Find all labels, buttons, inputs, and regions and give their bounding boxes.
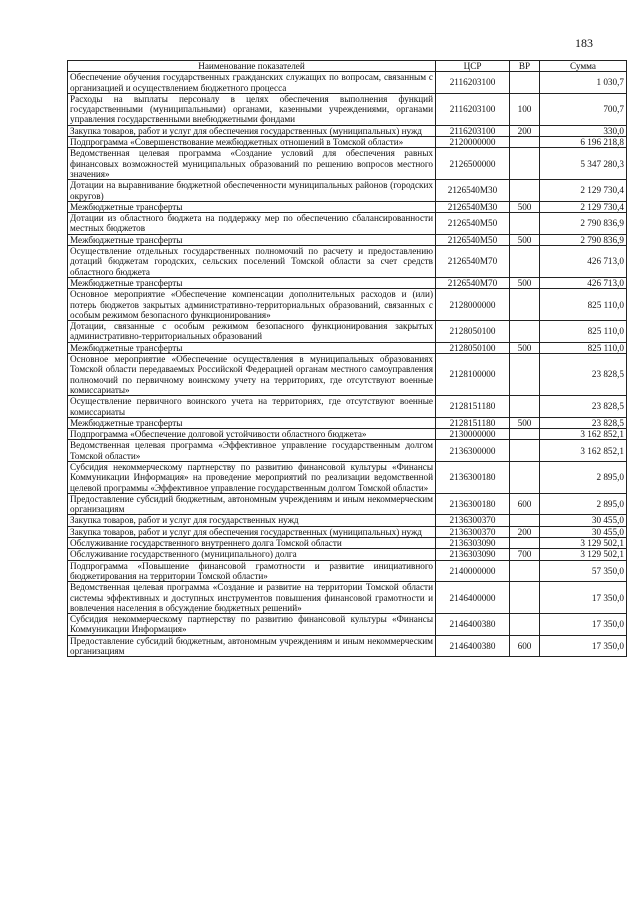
- cell-sum: 17 350,0: [540, 582, 627, 614]
- header-name: Наименование показателей: [68, 61, 436, 72]
- cell-csr: 2136300000: [436, 440, 510, 462]
- cell-csr: 2126500000: [436, 148, 510, 180]
- cell-csr: 2146400000: [436, 582, 510, 614]
- cell-csr: 2126540М70: [436, 246, 510, 278]
- cell-sum: 426 713,0: [540, 246, 627, 278]
- cell-vr: 500: [510, 277, 540, 288]
- cell-sum: 825 110,0: [540, 321, 627, 343]
- header-sum: Сумма: [540, 61, 627, 72]
- cell-vr: 500: [510, 201, 540, 212]
- table-row: [68, 582, 627, 614]
- cell-csr: 2128050100: [436, 342, 510, 353]
- cell-vr: [510, 213, 540, 235]
- cell-vr: [510, 72, 540, 94]
- cell-sum: 2 790 836,9: [540, 213, 627, 235]
- table-row: [68, 201, 627, 212]
- cell-csr: 2136303090: [436, 538, 510, 549]
- cell-csr: 2136303090: [436, 549, 510, 560]
- table-row: [68, 148, 627, 180]
- cell-sum: 5 347 280,3: [540, 148, 627, 180]
- cell-csr: 2126540М30: [436, 201, 510, 212]
- cell-name: Обслуживание государственного внутреннего долга Томской области: [68, 538, 436, 549]
- cell-csr: 2128151180: [436, 417, 510, 428]
- cell-sum: 825 110,0: [540, 342, 627, 353]
- table-header-row: [68, 61, 627, 72]
- cell-csr: 2116203100: [436, 93, 510, 125]
- table-row: [68, 429, 627, 440]
- cell-vr: [510, 396, 540, 418]
- cell-vr: 200: [510, 125, 540, 136]
- table-row: [68, 213, 627, 235]
- cell-name: Ведомственная целевая программа «Эффективное управление государственным долгом Томской области»: [68, 440, 436, 462]
- table-row: [68, 417, 627, 428]
- cell-vr: 100: [510, 93, 540, 125]
- cell-sum: 3 162 852,1: [540, 429, 627, 440]
- cell-vr: [510, 440, 540, 462]
- table-row: [68, 635, 627, 657]
- cell-sum: 30 455,0: [540, 515, 627, 526]
- cell-csr: 2140000000: [436, 560, 510, 582]
- cell-csr: 2136300370: [436, 526, 510, 537]
- table-row: [68, 396, 627, 418]
- table-row: [68, 180, 627, 202]
- cell-vr: [510, 180, 540, 202]
- cell-csr: 2116203100: [436, 72, 510, 94]
- cell-name: Субсидия некоммерческому партнерству по развитию финансовой культуры «Финансы Коммуникации Информация»: [68, 614, 436, 636]
- cell-csr: 2128100000: [436, 354, 510, 396]
- table-row: [68, 289, 627, 321]
- cell-vr: [510, 321, 540, 343]
- table-row: [68, 440, 627, 462]
- table-row: [68, 137, 627, 148]
- cell-name: Закупка товаров, работ и услуг для обеспечения государственных (муниципальных) нужд: [68, 125, 436, 136]
- cell-sum: 23 828,5: [540, 417, 627, 428]
- cell-vr: [510, 289, 540, 321]
- table-row: [68, 125, 627, 136]
- cell-csr: 2146400380: [436, 635, 510, 657]
- cell-csr: 2136300180: [436, 461, 510, 493]
- cell-sum: 330,0: [540, 125, 627, 136]
- cell-csr: 2146400380: [436, 614, 510, 636]
- cell-sum: 1 030,7: [540, 72, 627, 94]
- budget-table: [67, 60, 627, 657]
- cell-csr: 2126540М50: [436, 213, 510, 235]
- cell-sum: 3 129 502,1: [540, 549, 627, 560]
- table-row: [68, 342, 627, 353]
- cell-name: Подпрограмма «Совершенствование межбюджетных отношений в Томской области»: [68, 137, 436, 148]
- cell-name: Межбюджетные трансферты: [68, 342, 436, 353]
- cell-csr: 2130000000: [436, 429, 510, 440]
- cell-csr: 2136300180: [436, 493, 510, 515]
- cell-name: Субсидия некоммерческому партнерству по развитию финансовой культуры «Финансы Коммуникации Информация» на проведение мероприятий по реализации ведомственной целевой программы «Эффективное управление государственным долгом Томской области»: [68, 461, 436, 493]
- cell-sum: 57 350,0: [540, 560, 627, 582]
- table-body: [68, 72, 627, 657]
- cell-name: Дотации на выравнивание бюджетной обеспеченности муниципальных районов (городских округов): [68, 180, 436, 202]
- cell-csr: 2126540М70: [436, 277, 510, 288]
- cell-vr: [510, 354, 540, 396]
- table-row: [68, 526, 627, 537]
- cell-name: Обеспечение обучения государственных гражданских служащих по вопросам, связанным с организацией и осуществлением бюджетного процесса: [68, 72, 436, 94]
- header-csr: ЦСР: [436, 61, 510, 72]
- cell-name: Основное мероприятие «Обеспечение осуществления в муниципальных образованиях Томской области передаваемых Российской Федерацией органам местного самоуправления полномочий по первичному воинскому учету на территориях, где отсутствуют военные комиссариаты»: [68, 354, 436, 396]
- table-row: [68, 493, 627, 515]
- table-row: [68, 246, 627, 278]
- cell-vr: [510, 560, 540, 582]
- cell-name: Закупка товаров, работ и услуг для государственных нужд: [68, 515, 436, 526]
- cell-vr: 500: [510, 342, 540, 353]
- cell-csr: 2128000000: [436, 289, 510, 321]
- cell-sum: 17 350,0: [540, 614, 627, 636]
- cell-sum: 2 895,0: [540, 493, 627, 515]
- cell-csr: 2120000000: [436, 137, 510, 148]
- cell-name: Межбюджетные трансферты: [68, 234, 436, 245]
- cell-name: Межбюджетные трансферты: [68, 417, 436, 428]
- table-row: [68, 515, 627, 526]
- cell-sum: 3 162 852,1: [540, 440, 627, 462]
- cell-sum: 2 895,0: [540, 461, 627, 493]
- cell-name: Межбюджетные трансферты: [68, 201, 436, 212]
- cell-vr: [510, 246, 540, 278]
- cell-vr: [510, 461, 540, 493]
- cell-csr: 2128050100: [436, 321, 510, 343]
- cell-name: Осуществление отдельных государственных полномочий по расчету и предоставлению дотаций бюджетам городских, сельских поселений Томской области за счет средств областного бюджета: [68, 246, 436, 278]
- cell-csr: 2126540М50: [436, 234, 510, 245]
- cell-sum: 825 110,0: [540, 289, 627, 321]
- cell-name: Предоставление субсидий бюджетным, автономным учреждениям и иным некоммерческим организациям: [68, 493, 436, 515]
- cell-sum: 2 129 730,4: [540, 201, 627, 212]
- table-row: [68, 560, 627, 582]
- cell-name: Межбюджетные трансферты: [68, 277, 436, 288]
- cell-sum: 700,7: [540, 93, 627, 125]
- cell-name: Закупка товаров, работ и услуг для обеспечения государственных (муниципальных) нужд: [68, 526, 436, 537]
- cell-vr: 600: [510, 635, 540, 657]
- cell-sum: 426 713,0: [540, 277, 627, 288]
- cell-name: Расходы на выплаты персоналу в целях обеспечения выполнения функций государственными (муниципальными) органами, казенными учреждениями, органами управления государственными внебюджетными фондами: [68, 93, 436, 125]
- table-row: [68, 321, 627, 343]
- cell-vr: [510, 515, 540, 526]
- cell-name: Дотации из областного бюджета на поддержку мер по обеспечению сбалансированности местных бюджетов: [68, 213, 436, 235]
- cell-csr: 2128151180: [436, 396, 510, 418]
- cell-csr: 2126540М30: [436, 180, 510, 202]
- cell-sum: 30 455,0: [540, 526, 627, 537]
- cell-vr: 700: [510, 549, 540, 560]
- table-row: [68, 354, 627, 396]
- cell-csr: 2136300370: [436, 515, 510, 526]
- page-number: 183: [575, 36, 593, 50]
- cell-name: Ведомственная целевая программа «Создание условий для обеспечения равных финансовых возможностей муниципальных образований по решению вопросов местного значения»: [68, 148, 436, 180]
- cell-vr: 600: [510, 493, 540, 515]
- cell-vr: [510, 137, 540, 148]
- header-vr: ВР: [510, 61, 540, 72]
- cell-sum: 17 350,0: [540, 635, 627, 657]
- table-row: [68, 93, 627, 125]
- table-row: [68, 72, 627, 94]
- cell-name: Дотации, связанные с особым режимом безопасного функционирования закрытых административно-территориальных образований: [68, 321, 436, 343]
- table-row: [68, 461, 627, 493]
- cell-sum: 23 828,5: [540, 354, 627, 396]
- cell-name: Обслуживание государственного (муниципального) долга: [68, 549, 436, 560]
- cell-vr: 500: [510, 417, 540, 428]
- cell-name: Осуществление первичного воинского учета на территориях, где отсутствуют военные комиссариаты: [68, 396, 436, 418]
- table-row: [68, 277, 627, 288]
- cell-name: Подпрограмма «Обеспечение долговой устойчивости областного бюджета»: [68, 429, 436, 440]
- cell-name: Основное мероприятие «Обеспечение компенсации дополнительных расходов и (или) потерь бюджетов закрытых административно-территориальных образований, связанных с особым режимом безопасного функционирования»: [68, 289, 436, 321]
- table-row: [68, 234, 627, 245]
- cell-sum: 2 790 836,9: [540, 234, 627, 245]
- cell-vr: [510, 614, 540, 636]
- cell-sum: 2 129 730,4: [540, 180, 627, 202]
- table-row: [68, 538, 627, 549]
- cell-csr: 2116203100: [436, 125, 510, 136]
- cell-name: Предоставление субсидий бюджетным, автономным учреждениям и иным некоммерческим организациям: [68, 635, 436, 657]
- cell-vr: [510, 148, 540, 180]
- cell-vr: 500: [510, 234, 540, 245]
- cell-sum: 23 828,5: [540, 396, 627, 418]
- table-row: [68, 614, 627, 636]
- table-row: [68, 549, 627, 560]
- cell-vr: [510, 538, 540, 549]
- cell-sum: 6 196 218,8: [540, 137, 627, 148]
- cell-sum: 3 129 502,1: [540, 538, 627, 549]
- cell-name: Подпрограмма «Повышение финансовой грамотности и развитие инициативного бюджетирования на территории Томской области»: [68, 560, 436, 582]
- cell-vr: [510, 429, 540, 440]
- cell-name: Ведомственная целевая программа «Создание и развитие на территории Томской области системы эффективных и доступных инструментов повышения финансовой грамотности и вовлечения населения в обсуждение бюджетных решений»: [68, 582, 436, 614]
- cell-vr: 200: [510, 526, 540, 537]
- cell-vr: [510, 582, 540, 614]
